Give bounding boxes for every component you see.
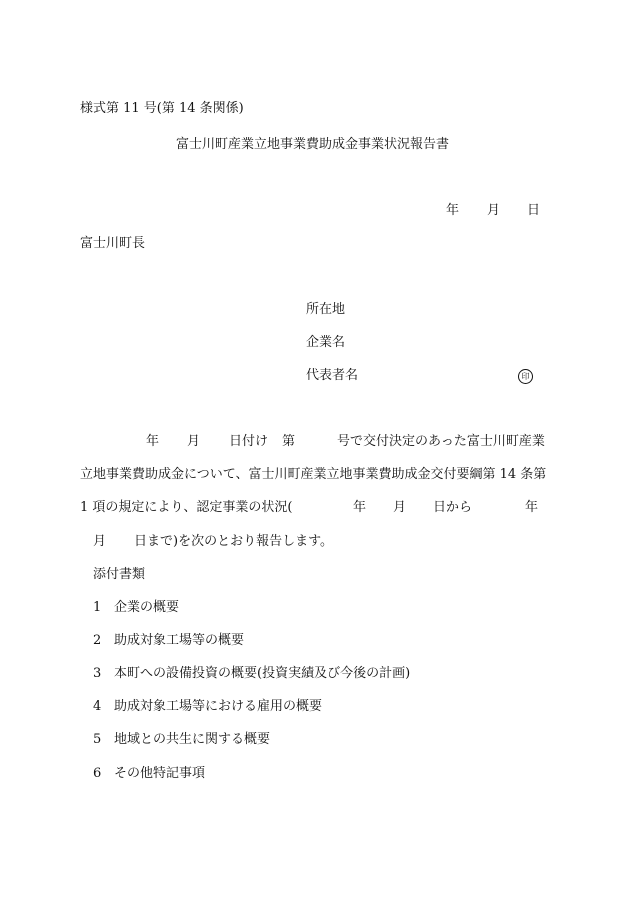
addressee: 富士川町長 <box>80 236 146 251</box>
body-dated: 日付け <box>229 434 269 449</box>
body-line3-year: 年 <box>353 500 367 515</box>
document-title: 富士川町産業立地事業費助成金事業状況報告書 <box>176 137 450 152</box>
date-month-label: 月 <box>487 203 501 218</box>
attachment-num: 2 <box>93 633 102 648</box>
attachment-text: 助成対象工場等における雇用の概要 <box>114 699 323 714</box>
form-number: 様式第 11 号(第 14 条関係) <box>80 101 244 116</box>
attachment-num: 4 <box>93 699 102 714</box>
seal-icon: 印 <box>518 369 533 384</box>
attachment-num: 3 <box>93 666 102 681</box>
body-line3-from: 日から <box>433 500 473 515</box>
attachment-text: 企業の概要 <box>114 600 180 615</box>
body-line4-month: 月 <box>93 534 107 549</box>
body-line3-start: 1 項の規定により、認定事業の状況( <box>80 500 293 515</box>
body-line3-year2: 年 <box>525 500 539 515</box>
body-line2: 立地事業費助成金について、富士川町産業立地事業費助成金交付要綱第 14 条第 <box>80 467 547 482</box>
attachment-num: 1 <box>93 600 102 615</box>
representative-label: 代表者名 <box>306 368 359 383</box>
date-year-label: 年 <box>446 203 460 218</box>
attachment-text: その他特記事項 <box>114 766 206 781</box>
body-year: 年 <box>146 434 160 449</box>
address-label: 所在地 <box>306 302 346 317</box>
attachment-num: 6 <box>93 766 102 781</box>
attachment-text: 本町への設備投資の概要(投資実績及び今後の計画) <box>114 666 411 681</box>
body-dai: 第 <box>282 434 296 449</box>
attachment-text: 地域との共生に関する概要 <box>114 732 271 747</box>
attachments-heading: 添付書類 <box>93 567 146 582</box>
attachment-num: 5 <box>93 732 102 747</box>
company-label: 企業名 <box>306 335 346 350</box>
body-line1-text: 号で交付決定のあった富士川町産業 <box>337 434 545 449</box>
body-line4-end: 日まで)を次のとおり報告します。 <box>134 534 334 549</box>
body-month: 月 <box>187 434 201 449</box>
attachment-text: 助成対象工場等の概要 <box>114 633 245 648</box>
body-line3-month: 月 <box>393 500 407 515</box>
date-day-label: 日 <box>527 203 541 218</box>
